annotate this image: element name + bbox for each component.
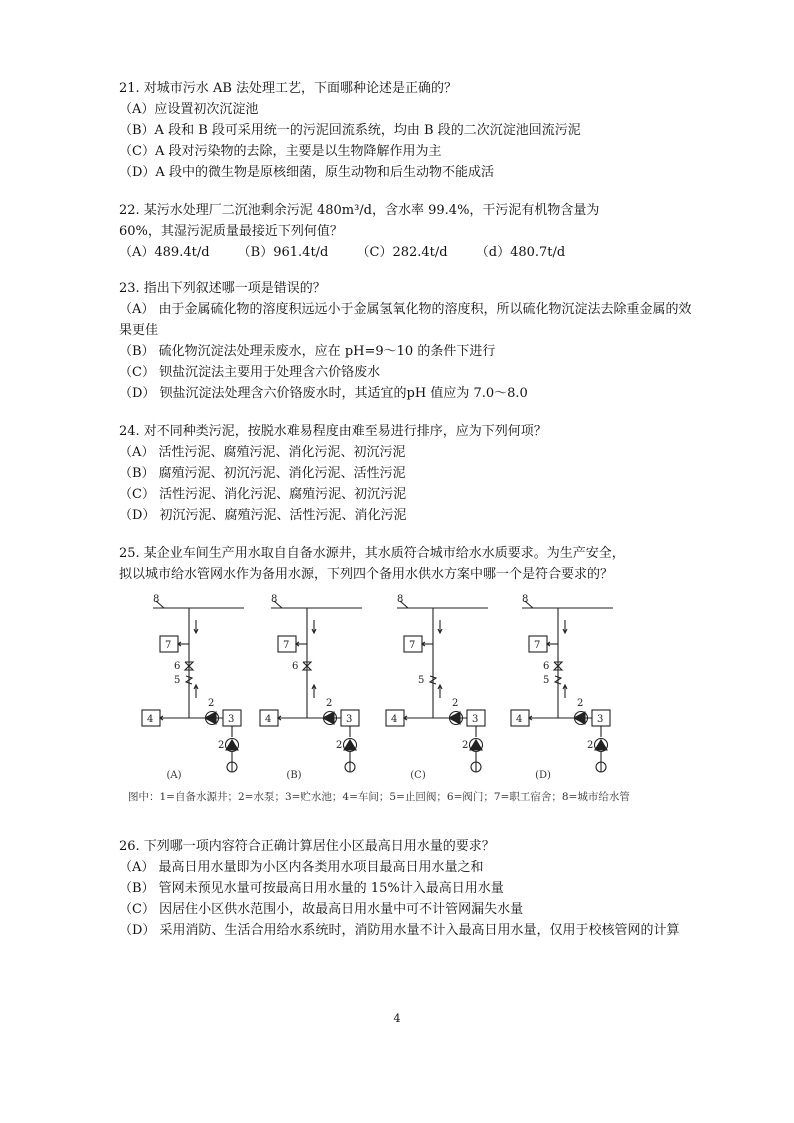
question-stem: 23. 指出下列叙述哪一项是错误的？: [119, 281, 326, 296]
option-d: （D） 初沉污泥、腐殖污泥、活性污泥、消化污泥: [119, 508, 407, 523]
label-3: 3: [228, 714, 235, 725]
option-a: （A）应设置初次沉淀池: [119, 102, 259, 117]
label-2: 2: [577, 698, 584, 709]
water-supply-diagram: [118, 590, 663, 805]
label-5: 5: [418, 675, 425, 686]
option-c: （C） 活性污泥、消化污泥、腐殖污泥、初沉污泥: [119, 487, 407, 502]
question-stem-line-2: 60%，其湿污泥质量最接近下列何值？: [119, 224, 343, 239]
question-stem: 24. 对不同种类污泥，按脱水难易程度由难至易进行排序，应为下列何项？: [119, 424, 547, 439]
option-c: （C）282.4t/d: [356, 245, 448, 260]
option-b: （B） 管网未预见水量可按最高日用水量的 15%计入最高日用水量: [119, 881, 504, 896]
option-a: （A） 最高日用水量即为小区内各类用水项目最高日用水量之和: [119, 860, 484, 875]
question-24: [119, 421, 699, 526]
panel-label-c: (C): [410, 770, 426, 781]
label-8: 8: [271, 594, 278, 605]
option-c: （C） 钡盐沉淀法主要用于处理含六价铬废水: [119, 365, 381, 380]
label-5: 5: [174, 675, 181, 686]
question-stem-line-2: 拟以城市给水管网水作为备用水源，下列四个备用水供水方案中哪一个是符合要求的？: [119, 567, 614, 582]
question-26: [119, 836, 699, 941]
question-21: [119, 78, 699, 183]
question-stem-line-1: 22. 某污水处理厂二沉池剩余污泥 480m³/d，含水率 99.4%，干污泥有机物含量为: [119, 203, 600, 218]
label-2-lower: 2: [336, 740, 343, 751]
option-b: （B）961.4t/d: [237, 245, 329, 260]
label-2: 2: [326, 698, 333, 709]
option-c: （C）A 段对污染物的去除，主要是以生物降解作用为主: [119, 144, 442, 159]
option-d: （d）480.7t/d: [475, 245, 566, 260]
option-c: （C） 因居住小区供水范围小，故最高日用水量中可不计管网漏失水量: [119, 902, 524, 917]
label-3: 3: [472, 714, 479, 725]
label-2-lower: 2: [462, 740, 469, 751]
label-8: 8: [522, 594, 529, 605]
panel-b: [260, 601, 362, 772]
label-7: 7: [165, 640, 172, 651]
label-4: 4: [391, 714, 398, 725]
label-6: 6: [292, 661, 299, 672]
option-d: （D） 采用消防、生活合用给水系统时，消防用水量不计入最高日用水量，仅用于校核管网的计算: [119, 923, 680, 938]
label-3: 3: [597, 714, 604, 725]
question-stem: 26. 下列哪一项内容符合正确计算居住小区最高日用水量的要求？: [119, 839, 495, 854]
option-b: （B）A 段和 B 段可采用统一的污泥回流系统，均由 B 段的二次沉淀池回流污泥: [119, 123, 581, 138]
question-25: [119, 543, 699, 585]
label-4: 4: [265, 714, 272, 725]
panel-label-a: (A): [166, 770, 182, 781]
panel-a: [142, 601, 244, 772]
question-22: [119, 200, 699, 263]
panel-b-labels: [265, 594, 352, 751]
label-2-lower: 2: [218, 740, 225, 751]
label-2: 2: [452, 698, 459, 709]
option-b: （B） 腐殖污泥、初沉污泥、消化污泥、活性污泥: [119, 466, 406, 481]
label-7: 7: [534, 640, 541, 651]
panel-label-b: (B): [286, 770, 302, 781]
panel-c-labels: [391, 594, 478, 751]
options-row: [119, 242, 699, 263]
label-2-lower: 2: [587, 740, 594, 751]
option-d: （D） 钡盐沉淀法处理含六价铬废水时，其适宜的pH 值应为 7.0～8.0: [119, 386, 528, 401]
panel-a-labels: [147, 594, 234, 751]
option-a: （A）489.4t/d: [119, 245, 210, 260]
option-b: （B） 硫化物沉淀法处理汞废水，应在 pH=9～10 的条件下进行: [119, 344, 496, 359]
panel-d-labels: [516, 594, 603, 751]
label-3: 3: [346, 714, 353, 725]
question-stem-line-1: 25. 某企业车间生产用水取自自备水源井，其水质符合城市给水水质要求。为生产安全，: [119, 546, 625, 561]
option-a: （A） 由于金属硫化物的溶度积远远小于金属氢氧化物的溶度积，所以硫化物沉淀法去除重金属的效果更佳: [119, 302, 692, 338]
option-d: （D）A 段中的微生物是原核细菌，原生动物和后生动物不能成活: [119, 165, 494, 180]
label-6: 6: [543, 661, 550, 672]
option-a: （A） 活性污泥、腐殖污泥、消化污泥、初沉污泥: [119, 445, 406, 460]
question-23: [119, 278, 699, 404]
page-number: 4: [393, 1012, 401, 1025]
label-6: 6: [174, 661, 181, 672]
diagram-svg: [118, 590, 663, 805]
panel-d: [511, 601, 613, 772]
label-7: 7: [409, 640, 416, 651]
label-4: 4: [516, 714, 523, 725]
figure-caption: 图中：1=自备水源井；2=水泵；3=贮水池；4=车间；5=止回阀；6=阀门；7=职工宿舍；8=城市给水管: [128, 791, 630, 803]
label-4: 4: [147, 714, 154, 725]
question-stem: 21. 对城市污水 AB 法处理工艺，下面哪种论述是正确的？: [119, 81, 458, 96]
label-8: 8: [153, 594, 160, 605]
panel-label-d: (D): [535, 770, 551, 781]
label-5: 5: [543, 675, 550, 686]
label-2: 2: [208, 698, 215, 709]
label-8: 8: [397, 594, 404, 605]
label-7: 7: [283, 640, 290, 651]
panel-c: [386, 601, 488, 772]
